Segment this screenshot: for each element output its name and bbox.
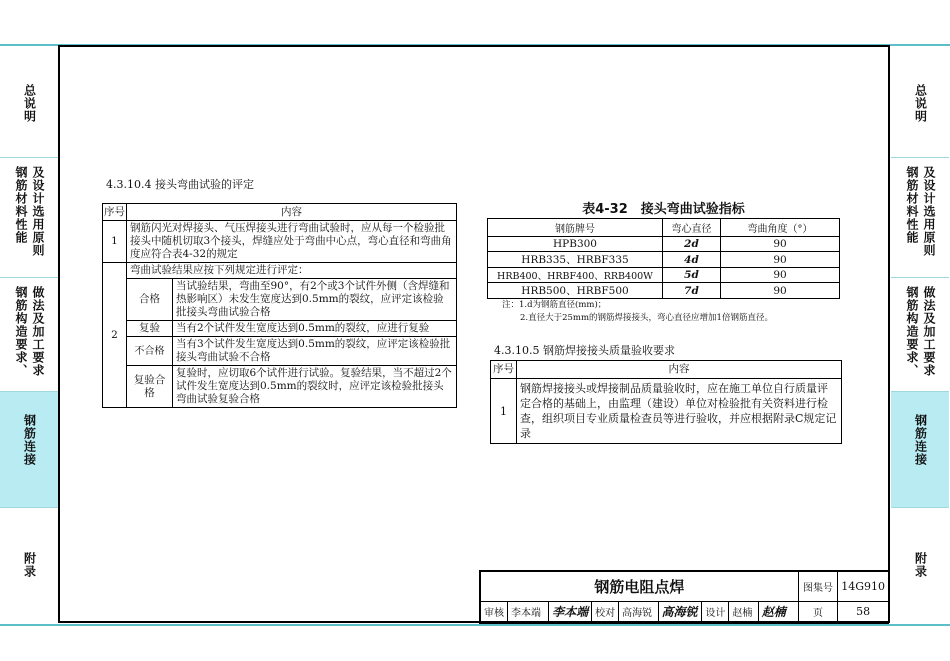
bend-test-index-table (487, 218, 840, 299)
sidebar-item-general[interactable] (891, 76, 949, 158)
column-header-seq: 序号 (491, 361, 517, 379)
sidebar-item-appendix[interactable] (891, 508, 949, 624)
table-row (103, 263, 457, 279)
bottom-rule (0, 624, 950, 626)
sidebar-item-connection[interactable] (891, 392, 949, 508)
sidebar-item-label: 钢筋材料性能 (905, 166, 919, 244)
row-content: 钢筋焊接接头或焊接制品质量验收时，应在施工单位自行质量评定合格的基础上，由监理（建设）单位对检验批有关资料进行检查，组织项目专业质量检查员等进行验收，并应根据附录C规定记录 (517, 379, 842, 444)
result-label: 复验 (127, 321, 173, 337)
sidebar-item-label: 钢筋连接 (913, 414, 928, 466)
sidebar-item-general[interactable] (0, 76, 58, 158)
atlas-number: 14G910 (838, 571, 889, 601)
cell-grade: HRB335、HRBF335 (488, 252, 663, 268)
row-seq: 1 (103, 221, 127, 263)
sidebar-item-label: 钢筋连接 (22, 414, 37, 466)
sidebar-item-label: 总说明 (913, 84, 928, 123)
table-row (103, 366, 457, 408)
table-note: 2.直径大于25mm的钢筋焊接接头，弯心直径应增加1倍钢筋直径。 (520, 313, 773, 323)
sidebar-item-label: 附录 (22, 552, 37, 578)
table-row (103, 221, 457, 263)
designer-name: 赵楠 (729, 601, 758, 623)
sidebar-item-detailing[interactable] (891, 278, 949, 392)
sidebar-item-label: 总说明 (22, 84, 37, 123)
designer-signature: 赵楠 (758, 601, 798, 623)
table-row (103, 337, 457, 366)
sidebar-item-materials[interactable] (891, 158, 949, 278)
drawing-title: 钢筋电阻点焊 (480, 571, 798, 601)
reviewer-name: 李本端 (508, 601, 549, 623)
cell-diameter: 4d (663, 252, 721, 268)
table-row (103, 321, 457, 337)
column-header-seq: 序号 (103, 204, 127, 221)
sidebar-item-label: 做法及加工要求 (31, 286, 45, 377)
table-title: 表4-32 接头弯曲试验指标 (582, 202, 745, 217)
result-text: 当有2个试件发生宽度达到0.5mm的裂纹，应进行复验 (173, 321, 457, 337)
column-header-content: 内容 (517, 361, 842, 379)
page-number: 58 (838, 601, 889, 623)
column-header-content: 内容 (127, 204, 457, 221)
sidebar-item-label: 及设计选用原则 (31, 166, 45, 257)
section-heading: 4.3.10.5 钢筋焊接接头质量验收要求 (494, 344, 675, 357)
column-header-grade: 钢筋牌号 (488, 219, 663, 237)
cell-grade: HPB300 (488, 237, 663, 252)
column-header-angle: 弯曲角度（°） (721, 219, 840, 237)
cell-grade: HRB400、HRBF400、RRB400W (488, 268, 663, 283)
table-row (103, 279, 457, 321)
row-intro: 弯曲试验结果应按下列规定进行评定： (127, 263, 457, 279)
result-label: 不合格 (127, 337, 173, 366)
table-note: 注：1.d为钢筋直径(mm)； (502, 300, 607, 310)
design-label: 设计 (702, 601, 729, 623)
cell-diameter: 7d (663, 283, 721, 299)
checker-name: 高海锐 (619, 601, 658, 623)
check-label: 校对 (592, 601, 619, 623)
sidebar-item-label: 做法及加工要求 (922, 286, 936, 377)
table-row (491, 379, 842, 444)
cell-diameter: 5d (663, 268, 721, 283)
cell-grade: HRB500、HRBF500 (488, 283, 663, 299)
page-label: 页 (798, 601, 837, 623)
column-header-diameter: 弯心直径 (663, 219, 721, 237)
sidebar-item-label: 附录 (913, 552, 928, 578)
cell-angle: 90 (721, 237, 840, 252)
sidebar-item-appendix[interactable] (0, 508, 58, 624)
sidebar-item-detailing[interactable] (0, 278, 58, 392)
result-text: 当有3个试件发生宽度达到0.5mm的裂纹，应评定该检验批接头弯曲试验不合格 (173, 337, 457, 366)
cell-angle: 90 (721, 283, 840, 299)
bend-test-evaluation-table (102, 203, 457, 408)
review-label: 审核 (480, 601, 508, 623)
result-text: 复验时，应切取6个试件进行试验。复验结果，当不超过2个试件发生宽度达到0.5mm的裂纹时，应评定该检验批接头弯曲试验复验合格 (173, 366, 457, 408)
cell-angle: 90 (721, 252, 840, 268)
row-seq: 2 (103, 263, 127, 408)
result-label: 复验合格 (127, 366, 173, 408)
sidebar-item-materials[interactable] (0, 158, 58, 278)
cell-diameter: 2d (663, 237, 721, 252)
sidebar-item-connection[interactable] (0, 392, 58, 508)
table-row (488, 268, 840, 283)
result-label: 合格 (127, 279, 173, 321)
cell-angle: 90 (721, 268, 840, 283)
sidebar-item-label: 钢筋构造要求、 (905, 286, 919, 377)
table-row (488, 283, 840, 299)
result-text: 当试验结果，弯曲至90°，有2个或3个试件外侧（含焊缝和热影响区）未发生宽度达到0.5mm的裂纹，应评定该检验批接头弯曲试验合格 (173, 279, 457, 321)
row-seq: 1 (491, 379, 517, 444)
atlas-label: 图集号 (798, 571, 837, 601)
quality-acceptance-table (490, 360, 842, 444)
sidebar-item-label: 及设计选用原则 (922, 166, 936, 257)
reviewer-signature: 李本端 (549, 601, 592, 623)
table-row (488, 252, 840, 268)
section-heading: 4.3.10.4 接头弯曲试验的评定 (106, 178, 254, 191)
drawing-title-block (479, 570, 889, 624)
row-content: 钢筋闪光对焊接头、气压焊接头进行弯曲试验时，应从每一个检验批接头中随机切取3个接头，焊缝应处于弯曲中心点，弯心直径和弯曲角度应符合表4-32的规定 (127, 221, 457, 263)
sidebar-item-label: 钢筋构造要求、 (14, 286, 28, 377)
table-row (488, 237, 840, 252)
checker-signature: 高海锐 (658, 601, 702, 623)
sidebar-item-label: 钢筋材料性能 (14, 166, 28, 244)
